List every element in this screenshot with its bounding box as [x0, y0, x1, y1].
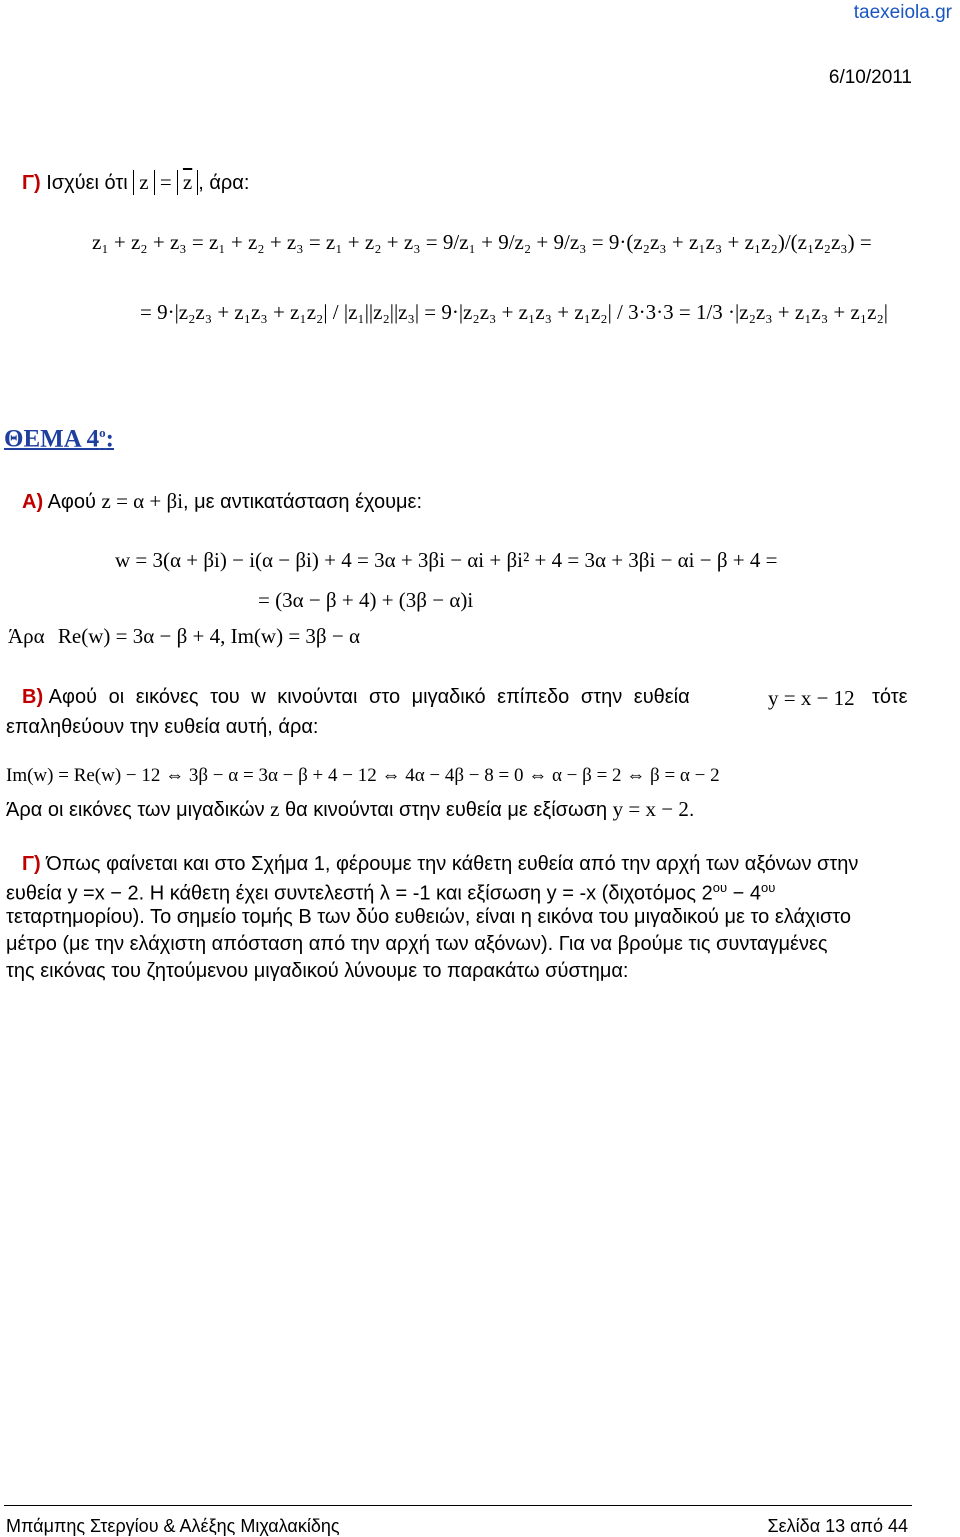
- section-b-text-3: επαληθεύουν την ευθεία αυτή, άρα:: [6, 716, 319, 738]
- section-g1-intro: [22, 170, 249, 195]
- section-b-concl-mid: θα κινούνται στην ευθεία με εξίσωση: [285, 799, 608, 821]
- section-g1-equation-1: z₁ + z₂ + z₃ = z₁ + z₂ + z₃ = z₁ + z₂ + z₃ = 9/z₁ + 9/z₂ + 9/z₃ = 9·(z₂z₃ + z₁z₃ + z₁z₂)/(z₁z₂z₃) =: [92, 230, 872, 254]
- section-g1-intro-before: Ισχύει ότι: [46, 172, 128, 194]
- section-a-result: Re(w) = 3α − β + 4, Im(w) = 3β − α: [57, 624, 360, 648]
- section-a-label: Α): [22, 491, 44, 513]
- section-a-text-after: , με αντικατάσταση έχουμε:: [183, 491, 423, 513]
- section-g2-line-5: της εικόνας του ζητούμενου μιγαδικού λύνουμε το παρακάτω σύστημα:: [6, 960, 629, 982]
- section-g2-line-2: [6, 880, 775, 906]
- section-g1-label: Γ): [22, 172, 41, 194]
- section-a-intro: [22, 489, 422, 514]
- footer-divider: [4, 1505, 912, 1506]
- section-b-conclusion: [6, 797, 694, 822]
- theme-sup: ο: [99, 425, 106, 440]
- section-g1-intro-after: , άρα:: [198, 172, 250, 194]
- section-a-formula: z = α + βi: [101, 489, 184, 513]
- section-b-concl-end: .: [688, 799, 695, 821]
- section-b-concl-eq: y = x − 2: [612, 797, 689, 821]
- footer-authors: Μπάμπης Στεργίου & Αλέξης Μιχαλακίδης: [6, 1516, 340, 1536]
- theme-suffix: :: [105, 425, 114, 453]
- section-g2-text-2b: − 4: [727, 882, 761, 905]
- section-g2-label: Γ): [22, 853, 41, 875]
- section-b-chain: Im(w) = Re(w) − 12 ⇔ 3β − α = 3α − β + 4 − 12 ⇔ 4α − 4β − 8 = 0 ⇔ α − β = 2 ⇔ β = α − 2: [6, 765, 720, 786]
- conjugate-modulus-equality: $z = \overline{z}$: [133, 170, 198, 194]
- section-b-concl-before: Άρα οι εικόνες των μιγαδικών: [6, 799, 265, 821]
- section-g2-text-2a: ευθεία y =x − 2. Η κάθετη έχει συντελεστή λ = -1 και εξίσωση y = -x (διχοτόμος 2: [6, 882, 713, 905]
- section-a-equation-1: w = 3(α + βi) − i(α − βi) + 4 = 3α + 3βi − αi + βi² + 4 = 3α + 3βi − αi − β + 4 =: [115, 548, 778, 572]
- section-b-text-2: τότε: [872, 686, 908, 708]
- section-b-line-equation: y = x − 12: [768, 686, 855, 710]
- section-a-result-prefix: Άρα: [8, 624, 45, 648]
- footer-page-number: Σελίδα 13 από 44: [767, 1516, 908, 1536]
- section-b-text-1: Αφού οι εικόνες του w κινούνται στο μιγαδικό επίπεδο στην ευθεία: [48, 686, 690, 708]
- site-name: taexeiola.gr: [853, 2, 952, 23]
- section-g2-text-1: Όπως φαίνεται και στο Σχήμα 1, φέρουμε την κάθετη ευθεία από την αρχή των αξόνων στην: [46, 853, 859, 875]
- section-a-equation-2: = (3α − β + 4) + (3β − α)i: [258, 588, 474, 612]
- section-g1-equation-2: = 9·|z₂z₃ + z₁z₃ + z₁z₂| / |z₁||z₂||z₃| = 9·|z₂z₃ + z₁z₃ + z₁z₂| / 3·3·3 = 1/3 ·|z₂z₃ + z₁z₃ + z₁z₂|: [140, 300, 888, 324]
- section-g2-line-4: μέτρο (με την ελάχιστη απόσταση από την αρχή των αξόνων). Για να βρούμε τις συνταγμένες: [6, 933, 828, 955]
- document-date: 6/10/2011: [828, 67, 912, 88]
- section-g2-sup-2: ου: [760, 880, 776, 895]
- section-g2-line-3: τεταρτημορίου). Το σημείο τομής Β των δύο ευθειών, είναι η εικόνα του μιγαδικού με το ελάχιστο: [6, 906, 852, 928]
- section-g2-sup-1: ου: [712, 880, 728, 895]
- theme-title: ΘΕΜΑ 4: [4, 425, 100, 453]
- section-a-text-before: Αφού: [47, 491, 96, 513]
- section-g2-line-1: [22, 853, 858, 876]
- section-a-result-line: [8, 624, 360, 649]
- section-b-line-1: [22, 686, 690, 709]
- section-b-label: Β): [22, 686, 44, 708]
- section-b-concl-var: z: [270, 797, 280, 821]
- theme-heading: [4, 425, 114, 453]
